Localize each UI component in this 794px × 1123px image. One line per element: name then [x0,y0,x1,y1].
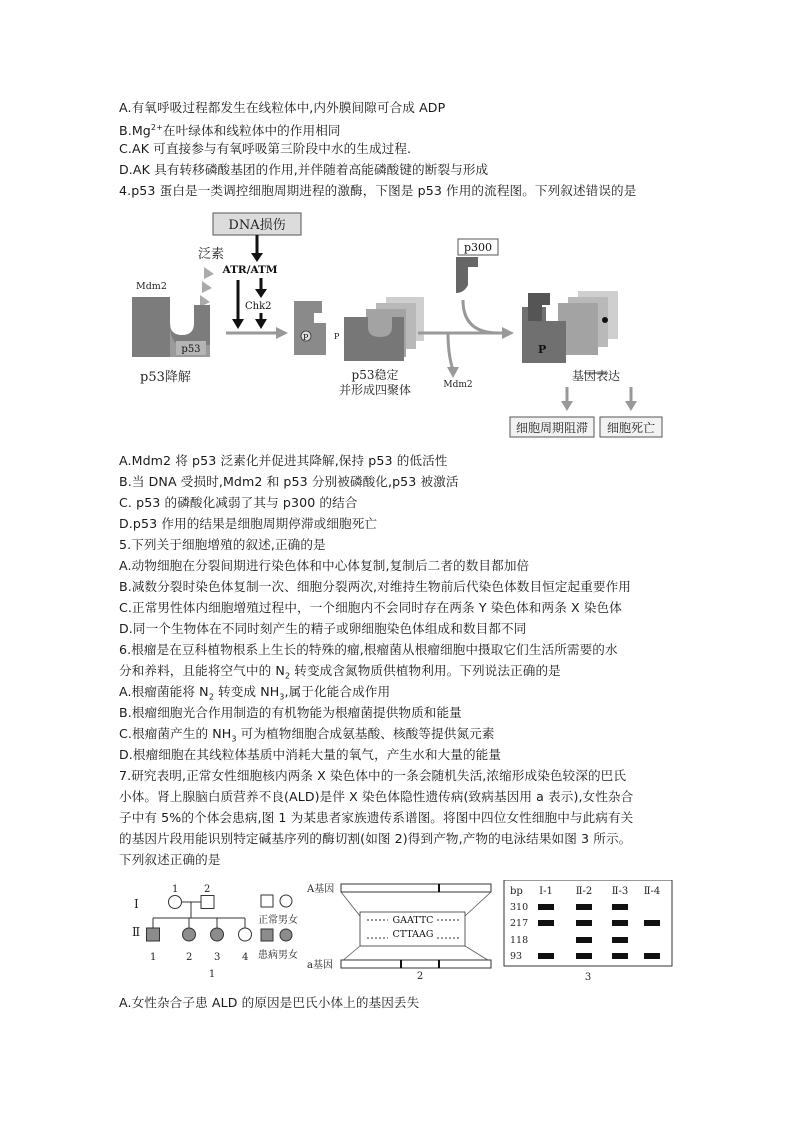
chk2-label: Chk2 [245,301,272,312]
q6-stem-2-post: 转变成含氮物质供植物利用。下列说法正确的是 [290,663,561,678]
gene-a-upper-bar [341,884,491,892]
q5-option-c: C.正常男性体内细胞增殖过程中，一个细胞内不会同时存在两条 Y 染色体和两条 X 染色体 [119,600,622,615]
gel-size-label-93: 93 [510,951,523,962]
gel-band-217-lane-4 [644,920,660,926]
gel-band-93-lane-2 [576,953,592,959]
q6-a-sub2: 3 [279,692,285,702]
gel-band-93-lane-3 [612,953,628,959]
q6-c-sub: 3 [231,734,237,744]
gel-band-217-lane-1 [538,920,554,926]
pedigree-figure [120,876,305,982]
gen-1-label: Ⅰ [134,897,139,911]
fig1-caption: 1 [208,969,216,980]
ii4-label: 4 [242,952,249,963]
q6-option-b: B.根瘤细胞光合作用制造的有机物能为根瘤菌提供物质和能量 [119,705,462,720]
q5-stem: 5.下列关于细胞增殖的叙述,正确的是 [119,537,326,552]
zoom-line-left [341,892,360,916]
q3-option-c: C.AK 可直接参与有氧呼吸第三阶段中水的生成过程. [119,141,412,156]
gel-bp-label: bp [510,886,523,897]
p-right-label: P [334,332,340,341]
p53-left-label: p53 [181,344,201,355]
zoom-line-right [465,892,491,916]
q7-stem-line-3: 子中有 5%的个体会患病,图 1 为某患者家族遗传系谱图。将图中四位女性细胞中与此病有关 [119,810,634,825]
ii3-female-affected [211,928,224,941]
ii4-female-normal [239,928,252,941]
p53-flowchart [118,205,666,445]
gel-band-310-lane-1 [538,904,554,910]
mdm2-shape-mid [294,301,326,355]
ii2-label: 2 [186,952,193,963]
ii2-female-affected [183,928,196,941]
q5-option-a: A.动物细胞在分裂间期进行染色体和中心体复制,复制后二者的数目都加倍 [119,558,530,573]
gel-band-93-lane-4 [644,953,660,959]
p-complex-label: P [538,343,547,356]
gen-2-label: Ⅱ [132,925,141,939]
q3-option-b-sup: 2+ [150,123,163,132]
ii3-label: 3 [214,952,221,963]
q6-stem-line-1: 6.根瘤是在豆科植物根系上生长的特殊的瘤,根瘤菌从根瘤细胞中摄取它们生活所需要的水 [119,642,618,657]
atr-atm-label: ATR/ATM [222,264,278,276]
q4-option-b: B.当 DNA 受损时,Mdm2 和 p53 分别被磷酸化,p53 被激活 [119,474,459,489]
q7-stem-line-1: 7.研究表明,正常女性细胞核内两条 X 染色体中的一条会随机失活,浓缩形成染色较深的巴氏 [119,768,627,783]
q6-c-pre: C.根瘤菌产生的 NH [119,726,232,741]
q6-a-post: ,属于化能合成作用 [284,684,391,699]
gene-a-lower-label: a基因 [307,960,333,971]
i1-label: 1 [172,884,179,895]
q7-option-a: A.女性杂合子患 ALD 的原因是巴氏小体上的基因丢失 [119,995,420,1010]
i1-female-normal [169,896,182,909]
seq-1-label: GAATTC [392,915,434,926]
legend-normal-female [280,895,292,907]
q4-option-a: A.Mdm2 将 p53 泛素化并促进其降解,保持 p53 的低活性 [119,453,448,468]
fig2-caption: 2 [416,971,424,982]
q5-option-d: D.同一个生物体在不同时刻产生的精子或卵细胞染色体组成和数目都不同 [119,621,527,636]
q7-stem-line-2: 小体。肾上腺脑白质营养不良(ALD)是伴 X 染色体隐性遗传病(致病基因用 a 表示),女性杂合 [119,789,634,804]
seq-2-label: CTTAAG [392,929,434,940]
p53-degradation-label: p53降解 [140,370,191,385]
gel-band-118-lane-3 [612,937,628,943]
legend-normal-male [261,895,273,907]
p300-label: p300 [463,241,493,254]
p-left-label: P [303,333,309,342]
gel-size-label-310: 310 [510,902,529,913]
ubiquitin-label: 泛素 [198,247,225,262]
q6-a-sub1: 2 [208,692,214,702]
gel-band-118-lane-2 [576,937,592,943]
legend-affected-label: 患病男女 [258,950,298,961]
q4-option-c: C. p53 的磷酸化减弱了其与 p300 的结合 [119,495,358,510]
gel-lane-header-2: Ⅱ-2 [575,886,593,897]
gel-figure [502,880,674,984]
mdm2-left-label: Mdm2 [136,281,167,292]
q6-stem-2-sub: 2 [284,671,291,681]
complex-dot [602,317,608,323]
legend-affected-female [280,929,292,941]
gel-lane-header-1: Ⅰ-1 [539,886,553,897]
mdm2-right-label: Mdm2 [443,380,473,390]
legend-affected-male [261,929,273,941]
q3-option-b [119,118,679,140]
q6-a-pre: A.根瘤菌能将 N [119,684,209,699]
gene-a-lower-bar [341,960,491,968]
q3-option-a: A.有氧呼吸过程都发生在线粒体中,内外膜间隙可合成 ADP [119,100,446,115]
legend-normal-label: 正常男女 [258,915,298,926]
ii1-label: 1 [150,952,157,963]
gel-size-label-217: 217 [510,918,529,929]
i2-label: 2 [204,884,211,895]
gel-lane-header-3: Ⅱ-3 [611,886,629,897]
cell-death-label: 细胞死亡 [606,421,656,435]
q7-stem-line-4: 的基因片段用能识别特定碱基序列的酶切割(如图 2)得到产物,产物的电泳结果如图 3 所示。 [119,831,632,846]
q6-option-d: D.根瘤细胞在其线粒体基质中消耗大量的氧气，产生水和大量的能量 [119,747,502,762]
fig3-caption: 3 [584,972,592,983]
gel-band-310-lane-3 [612,904,628,910]
q5-option-b: B.减数分裂时染色体复制一次、细胞分裂两次,对维持生物前后代染色体数目恒定起重要作用 [119,579,632,594]
p53-stable-1-label: p53稳定 [351,368,399,382]
p53-stable-2-label: 并形成四聚体 [338,383,412,397]
q4-stem: 4.p53 蛋白是一类调控细胞周期进程的激酶，下图是 p53 作用的流程图。下列叙述错误的是 [119,183,637,198]
q3-option-b-pre: B.Mg [119,123,151,139]
gel-size-label-118: 118 [510,935,529,946]
q6-a-mid: 转变成 NH [213,684,280,699]
q7-stem-line-5: 下列叙述正确的是 [119,852,221,867]
i2-male-normal [201,896,214,909]
q6-stem-2-pre: 分和养料，且能将空气中的 N [119,663,285,678]
q3-option-d: D.AK 具有转移磷酸基团的作用,并伴随着高能磷酸键的断裂与形成 [119,162,489,177]
gene-a-upper-label: A基因 [307,884,335,895]
gene-expression-label: 基因表达 [571,369,621,383]
gel-band-217-lane-2 [576,920,592,926]
q4-option-d: D.p53 作用的结果是细胞周期停滞或细胞死亡 [119,516,378,531]
gel-band-217-lane-3 [612,920,628,926]
gel-band-310-lane-2 [576,904,592,910]
gel-lane-header-4: Ⅱ-4 [643,886,661,897]
restriction-figure [305,876,500,982]
dna-damage-label: DNA损伤 [228,218,286,233]
gel-band-93-lane-1 [538,953,554,959]
ii1-male-affected [147,928,160,941]
q3-option-b-post: 在叶绿体和线粒体中的作用相同 [162,123,341,139]
cell-cycle-arrest-label: 细胞周期阻滞 [515,421,589,435]
q6-c-post: 可为植物细胞合成氨基酸、核酸等提供氮元素 [236,726,495,741]
